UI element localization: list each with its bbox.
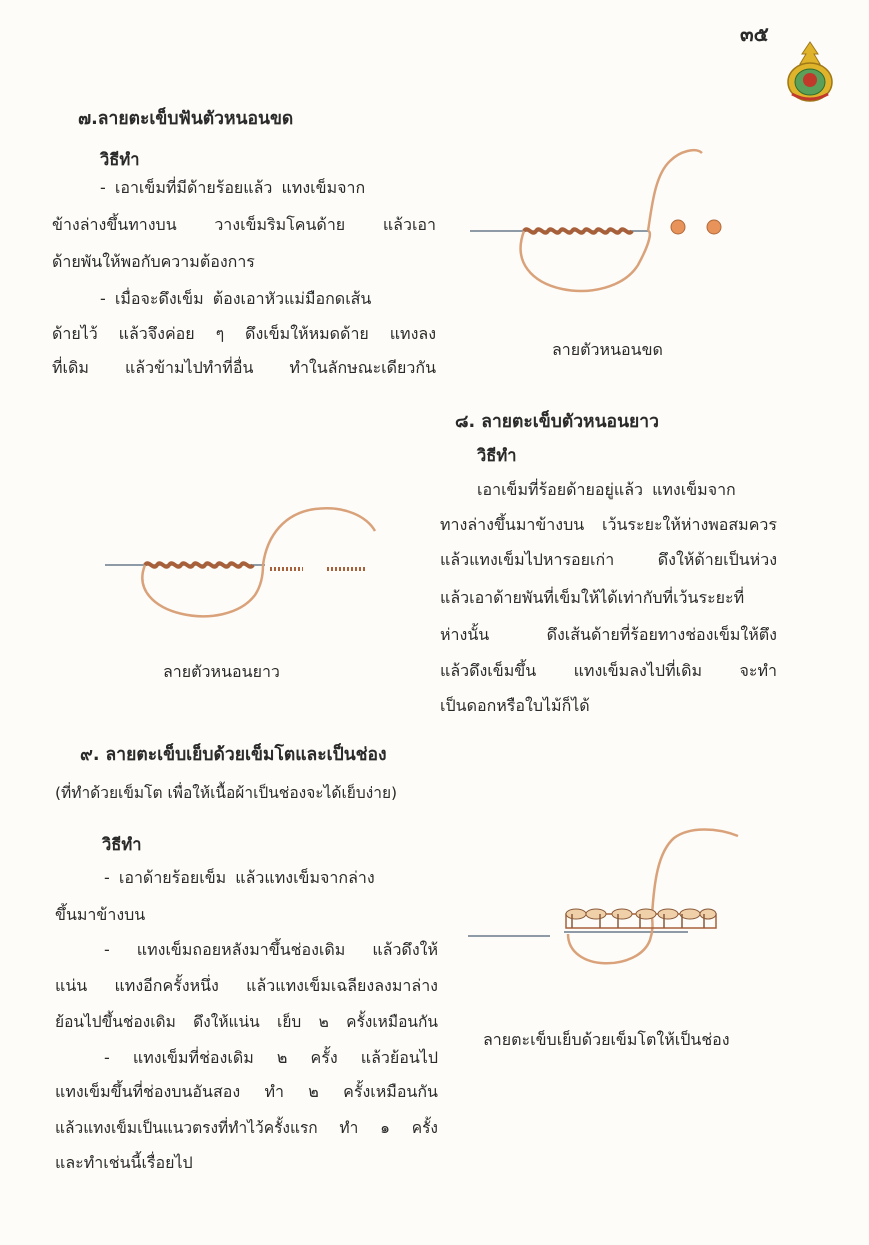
- sec8-line-2: ทางล่างขึ้นมาข้างบน เว้นระยะให้ห่างพอสมควร: [440, 515, 777, 534]
- coiled-worm-stitch-figure: [470, 145, 740, 325]
- school-emblem-icon: [784, 40, 836, 104]
- section-7-method: วิธีทำ: [100, 150, 140, 169]
- section-8-method: วิธีทำ: [477, 446, 517, 465]
- figure-8-caption: ลายตัวหนอนยาว: [163, 662, 280, 681]
- sec8-line-4: แล้วเอาด้ายพันที่เข็มให้ได้เท่ากับที่เว้นระยะที่: [440, 588, 745, 607]
- sec7-line-2: ข้างล่างขึ้นทางบน วางเข็มริมโคนด้าย แล้วเอา: [52, 215, 436, 234]
- section-7-title: ๗.ลายตะเข็บฟันตัวหนอนขด: [78, 109, 294, 129]
- sec9-line-9: และทำเช่นนี้เรื่อยไป: [55, 1153, 193, 1172]
- large-needle-openwork-stitch-figure: [468, 822, 748, 1002]
- sec7-line-4: - เมื่อจะดึงเข็ม ต้องเอาหัวแม่มือกดเส้น: [100, 289, 372, 308]
- sec8-line-1: เอาเข็มที่ร้อยด้ายอยู่แล้ว แทงเข็มจาก: [477, 480, 736, 499]
- section-9-title: ๙. ลายตะเข็บเย็บด้วยเข็มโตและเป็นช่อง: [80, 745, 387, 765]
- sec8-line-6: แล้วดึงเข็มขึ้น แทงเข็มลงไปที่เดิม จะทำ: [440, 661, 777, 680]
- sec7-line-1: - เอาเข็มที่มีด้ายร้อยแล้ว แทงเข็มจาก: [100, 178, 366, 197]
- sec9-line-1: - เอาด้ายร้อยเข็ม แล้วแทงเข็มจากล่าง: [104, 868, 375, 887]
- sec9-line-7: แทงเข็มขึ้นที่ช่องบนอันสอง ทำ ๒ ครั้งเหมือนกัน: [55, 1082, 438, 1101]
- sec9-line-2: ขึ้นมาข้างบน: [55, 905, 146, 924]
- section-9-subtitle: (ที่ทำด้วยเข็มโต เพื่อให้เนื้อผ้าเป็นช่องจะได้เย็บง่าย): [55, 784, 398, 802]
- sec9-line-6: - แทงเข็มที่ช่องเดิม ๒ ครั้ง แล้วย้อนไป: [104, 1048, 438, 1067]
- sec9-line-4: แน่น แทงอีกครั้งหนึ่ง แล้วแทงเข็มเฉลียงลงมาล่าง: [55, 976, 438, 995]
- sec9-line-5: ย้อนไปขึ้นช่องเดิม ดึงให้แน่น เย็บ ๒ ครั้งเหมือนกัน: [55, 1013, 438, 1031]
- section-8-title: ๘. ลายตะเข็บตัวหนอนยาว: [455, 412, 659, 432]
- sec8-line-5: ห่างนั้น ดึงเส้นด้ายที่ร้อยทางช่องเข็มให้ตึง: [440, 625, 777, 644]
- section-9-method: วิธีทำ: [102, 835, 142, 854]
- sec7-line-3: ด้ายพันให้พอกับความต้องการ: [52, 252, 255, 271]
- figure-7-caption: ลายตัวหนอนขด: [552, 340, 663, 359]
- page-number: ๓๕: [740, 22, 769, 46]
- sec9-line-8: แล้วแทงเข็มเป็นแนวตรงที่ทำไว้ครั้งแรก ทำ ๑ ครั้ง: [55, 1119, 438, 1137]
- figure-9-caption: ลายตะเข็บเย็บด้วยเข็มโตให้เป็นช่อง: [483, 1030, 730, 1049]
- sec7-line-5: ด้ายไว้ แล้วจึงค่อย ๆ ดึงเข็มให้หมดด้าย แทงลง: [52, 324, 436, 343]
- sec9-line-3: - แทงเข็มถอยหลังมาขึ้นช่องเดิม แล้วดึงให้: [104, 940, 438, 959]
- sec8-line-3: แล้วแทงเข็มไปหารอยเก่า ดึงให้ด้ายเป็นห่วง: [440, 550, 777, 569]
- sec8-line-7: เป็นดอกหรือใบไม้ก็ได้: [440, 696, 590, 715]
- sec7-line-6: ที่เดิม แล้วข้ามไปทำที่อื่น ทำในลักษณะเดียวกัน: [52, 358, 436, 377]
- long-worm-stitch-figure: [105, 505, 385, 645]
